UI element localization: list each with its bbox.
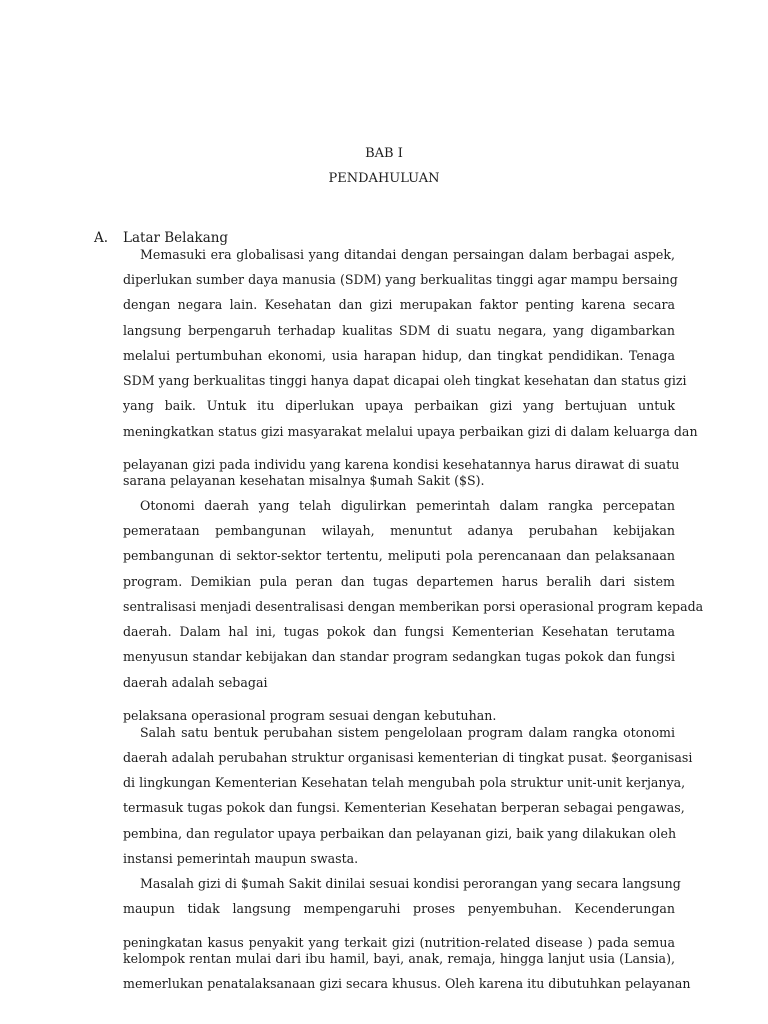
paragraph-line: Masalah gizi di $umah Sakit dinilai sesuai kondisi perorangan yang secara langsung [140,876,681,891]
paragraph-line: melalui pertumbuhan ekonomi, usia harapan hidup, dan tingkat pendidikan. Tenaga [123,348,675,363]
paragraph-line: daerah adalah sebagai [123,675,268,690]
paragraph-line: pembina, dan regulator upaya perbaikan dan pelayanan gizi, baik yang dilakukan oleh [123,826,677,841]
paragraph-line: yang baik. Untuk itu diperlukan upaya perbaikan gizi yang bertujuan untuk [123,398,675,413]
paragraph-line: Memasuki era globalisasi yang ditandai dengan persaingan dalam berbagai aspek, [140,247,675,262]
paragraph-line: daerah adalah perubahan struktur organisasi kementerian di tingkat pusat. $eorganisasi [123,750,693,765]
paragraph-line: Salah satu bentuk perubahan sistem pengelolaan program dalam rangka otonomi [140,725,675,740]
paragraph-line: termasuk tugas pokok dan fungsi. Kementerian Kesehatan berperan sebagai pengawas, [123,800,685,815]
paragraph-line: sarana pelayanan kesehatan misalnya $umah Sakit ($S). [123,473,485,488]
section-letter: A. [94,230,109,246]
paragraph-line: sentralisasi menjadi desentralisasi dengan memberikan porsi operasional program kepada [123,599,704,614]
chapter-number: BAB I [365,146,403,161]
paragraph-line: maupun tidak langsung mempengaruhi proses penyembuhan. Kecenderungan [123,901,675,916]
paragraph-line: pembangunan di sektor-sektor tertentu, meliputi pola perencanaan dan pelaksanaan [123,548,675,563]
paragraph-line: langsung berpengaruh terhadap kualitas SDM di suatu negara, yang digambarkan [123,323,675,338]
paragraph-line: di lingkungan Kementerian Kesehatan telah mengubah pola struktur unit-unit kerjanya, [123,775,686,790]
chapter-title: PENDAHULUAN [328,171,440,186]
paragraph-line: meningkatkan status gizi masyarakat melalui upaya perbaikan gizi di dalam keluarga dan [123,424,698,439]
paragraph-line: diperlukan sumber daya manusia (SDM) yang berkualitas tinggi agar mampu bersaing [123,272,678,287]
paragraph-line: daerah. Dalam hal ini, tugas pokok dan fungsi Kementerian Kesehatan terutama [123,624,675,639]
paragraph-line: pemerataan pembangunan wilayah, menuntut adanya perubahan kebijakan [123,523,675,538]
paragraph-line: program. Demikian pula peran dan tugas departemen harus beralih dari sistem [123,574,675,589]
paragraph-line: kelompok rentan mulai dari ibu hamil, bayi, anak, remaja, hingga lanjut usia (Lansia), [123,951,675,966]
paragraph-line: dengan negara lain. Kesehatan dan gizi merupakan faktor penting karena secara [123,297,675,312]
paragraph-line: SDM yang berkualitas tinggi hanya dapat dicapai oleh tingkat kesehatan dan status gizi [123,373,687,388]
paragraph-line: menyusun standar kebijakan dan standar program sedangkan tugas pokok dan fungsi [123,649,675,664]
paragraph-line: memerlukan penatalaksanaan gizi secara khusus. Oleh karena itu dibutuhkan pelayanan [123,976,691,991]
paragraph-line: instansi pemerintah maupun swasta. [123,851,359,866]
section-title: Latar Belakang [123,230,229,246]
paragraph-line: pelayanan gizi pada individu yang karena kondisi kesehatannya harus dirawat di suatu [123,457,680,472]
paragraph-line: peningkatan kasus penyakit yang terkait gizi (nutrition-related disease ) pada semua [123,935,675,950]
paragraph-line: pelaksana operasional program sesuai dengan kebutuhan. [123,708,497,723]
paragraph-line: Otonomi daerah yang telah digulirkan pemerintah dalam rangka percepatan [140,498,675,513]
